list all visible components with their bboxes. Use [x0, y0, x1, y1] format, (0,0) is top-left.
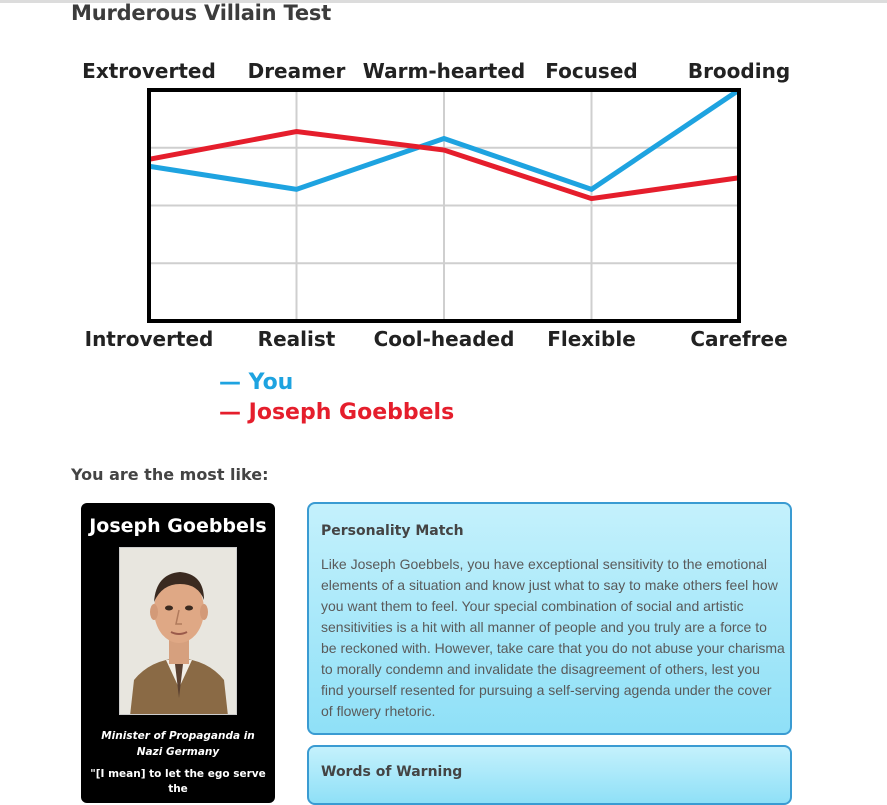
villain-card[interactable]: [81, 503, 275, 803]
personality-match-box: [307, 502, 792, 735]
page-title: Murderous Villain Test: [71, 1, 331, 25]
legend-match: — Joseph Goebbels: [219, 400, 454, 425]
trait-label-top: Dreamer: [248, 59, 346, 83]
words-of-warning-box: [307, 745, 792, 805]
personality-match-text: Like Joseph Goebbels, you have exceptional sensitivity to the emotional elements of a situation and know just what to say to make others feel how you want them to feel. Your special combination of social and artistic sensitivities is a hit with all manner of people and you truly are a force to be reckoned with. However, take care that you do not abuse your charisma to morally condemn and invalidate the disagreement of others, lest you find yourself resented for pursuing a self-serving agenda under the cover of flowery rhetoric.: [321, 554, 786, 722]
personality-chart: [0, 40, 887, 360]
result-subheading: You are the most like:: [71, 465, 268, 484]
trait-label-top: Warm-hearted: [363, 59, 525, 83]
trait-label-bottom: Realist: [258, 327, 336, 351]
villain-name: Joseph Goebbels: [81, 515, 275, 537]
villain-portrait: [119, 547, 237, 715]
trait-label-top: Brooding: [688, 59, 790, 83]
personality-match-title: Personality Match: [321, 523, 464, 539]
trait-label-bottom: Carefree: [690, 327, 787, 351]
trait-label-top: Focused: [545, 59, 637, 83]
legend-you: — You: [219, 370, 293, 395]
villain-quote: "[I mean] to let the ego serve the: [87, 767, 269, 797]
trait-label-top: Extroverted: [82, 59, 216, 83]
words-of-warning-title: Words of Warning: [321, 764, 462, 780]
trait-label-bottom: Introverted: [85, 327, 214, 351]
trait-label-bottom: Flexible: [547, 327, 636, 351]
trait-label-bottom: Cool-headed: [374, 327, 515, 351]
villain-role: Minister of Propaganda in Nazi Germany: [91, 728, 265, 760]
